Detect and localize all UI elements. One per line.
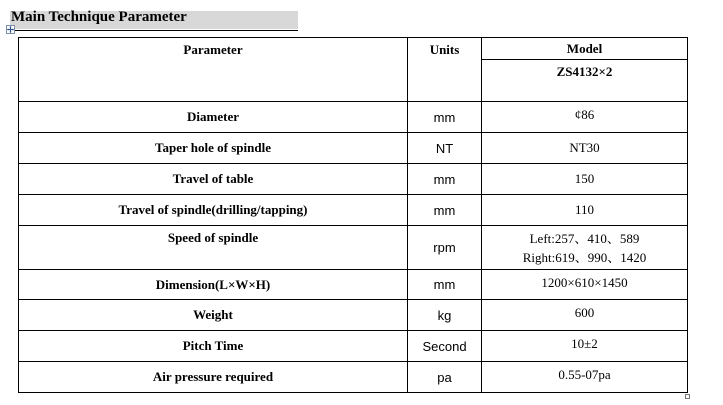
speed-left-line: Left:257、410、589 — [529, 230, 640, 246]
parameter-table — [18, 37, 688, 393]
header-model: Model — [482, 38, 688, 60]
row-speed-label: Speed of spindle — [19, 226, 408, 270]
row-taper-hole-unit: NT — [408, 133, 482, 164]
row-diameter-unit: mm — [408, 102, 482, 133]
row-air-pressure-label: Air pressure required — [19, 362, 408, 393]
row-travel-spindle-label: Travel of spindle(drilling/tapping) — [19, 195, 408, 226]
speed-right-line: Right:619、990、1420 — [522, 249, 647, 265]
row-speed-unit: rpm — [408, 226, 482, 270]
table-move-handle-icon[interactable] — [6, 25, 15, 34]
row-diameter-label: Diameter — [19, 102, 408, 133]
table-resize-handle-icon[interactable] — [685, 394, 690, 399]
row-weight-label: Weight — [19, 300, 408, 331]
header-model-value: ZS4132×2 — [482, 60, 688, 102]
row-speed-value — [482, 226, 688, 270]
row-dimension-label: Dimension(L×W×H) — [19, 270, 408, 300]
header-parameter: Parameter — [19, 38, 408, 102]
document-title: Main Technique Parameter — [11, 9, 187, 25]
row-travel-spindle-value: 110 — [482, 195, 688, 226]
row-weight-unit: kg — [408, 300, 482, 331]
row-diameter-value: ¢86 — [482, 102, 688, 133]
row-taper-hole-label: Taper hole of spindle — [19, 133, 408, 164]
row-air-pressure-unit: pa — [408, 362, 482, 393]
row-travel-table-unit: mm — [408, 164, 482, 195]
row-travel-table-label: Travel of table — [19, 164, 408, 195]
title-underline — [10, 30, 298, 31]
row-pitch-time-unit: Second — [408, 331, 482, 362]
row-travel-spindle-unit: mm — [408, 195, 482, 226]
row-air-pressure-value: 0.55-07pa — [482, 362, 688, 393]
row-pitch-time-label: Pitch Time — [19, 331, 408, 362]
row-taper-hole-value: NT30 — [482, 133, 688, 164]
row-dimension-value: 1200×610×1450 — [482, 270, 688, 300]
header-units: Units — [408, 38, 482, 102]
row-travel-table-value: 150 — [482, 164, 688, 195]
row-pitch-time-value: 10±2 — [482, 331, 688, 362]
row-dimension-unit: mm — [408, 270, 482, 300]
row-weight-value: 600 — [482, 300, 688, 331]
